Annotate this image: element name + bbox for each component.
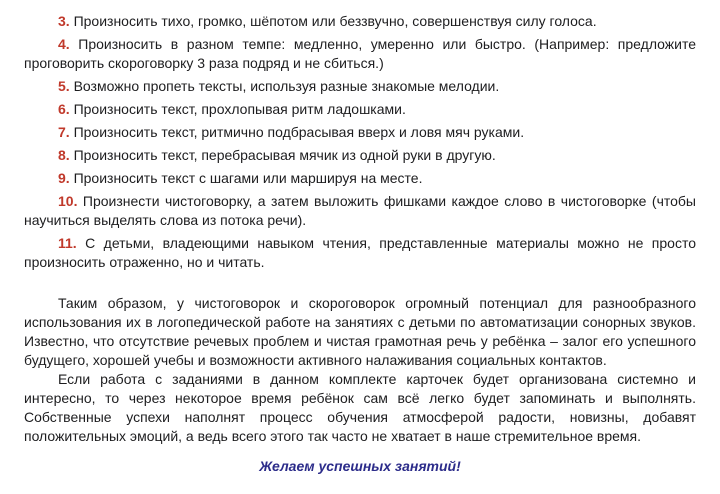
item-text: Произнести чистоговорку, а затем выложить фишками каждое слово в чистоговорке (чтобы научиться выделять слова из потока речи). [24,193,696,228]
item-text: Произносить текст с шагами или маршируя на месте. [69,170,423,186]
item-text: Произносить текст, ритмично подбрасывая вверх и ловя мяч руками. [69,124,525,140]
list-item [24,123,696,142]
item-number: 10. [58,193,78,209]
item-number: 11. [58,235,77,251]
instruction-list [24,12,696,272]
list-item [24,100,696,119]
list-item [24,77,696,96]
item-number: 5. [58,78,70,94]
item-number: 6. [58,101,70,117]
recommendation-paragraph: Если работа с заданиями в данном комплекте карточек будет организована системно и интересно, то через некоторое время ребёнок сам всё легко будет запоминать и выполнять. Собственные успехи наполнят процесс обучения атмосферой радости, новизны, добавят положительных эмоций, а ведь всего этого так часто не хватает в наше стремительное время. [24,371,696,444]
item-text: Произносить тихо, громко, шёпотом или беззвучно, совершенствуя силу голоса. [69,13,597,29]
section-gap [24,276,696,294]
item-number: 4. [58,36,70,52]
item-number: 3. [58,13,70,29]
conclusion-paragraph: Таким образом, у чистоговорок и скороговорок огромный потенциал для разнообразного использования их в логопедической работе на занятиях с детьми по автоматизации сонорных звуков. Известно, что отсутствие речевых проблем и чистая грамотная речь у ребёнка – залог его успешного будущего, хорошей учебы и возможности активного налаживания социальных контактов. [24,295,696,368]
item-text: Возможно пропеть тексты, используя разные знакомые мелодии. [69,78,500,94]
list-item [24,12,696,31]
list-item [24,169,696,188]
item-text: Произносить текст, прохлопывая ритм ладошками. [69,101,406,117]
item-text: С детьми, владеющими навыком чтения, представленные материалы можно не просто произносить отраженно, но и читать. [24,235,696,270]
item-number: 7. [58,124,70,140]
item-number: 9. [58,170,70,186]
item-text: Произносить текст, перебрасывая мячик из одной руки в другую. [69,147,496,163]
list-item [24,192,696,230]
list-item [24,35,696,73]
list-item [24,234,696,272]
item-number: 8. [58,147,70,163]
item-text: Произносить в разном темпе: медленно, умеренно или быстро. (Например: предложите проговорить скороговорку 3 раза подряд и не сбиться.) [24,36,696,71]
closing-wish: Желаем успешных занятий! [259,458,461,474]
list-item [24,146,696,165]
